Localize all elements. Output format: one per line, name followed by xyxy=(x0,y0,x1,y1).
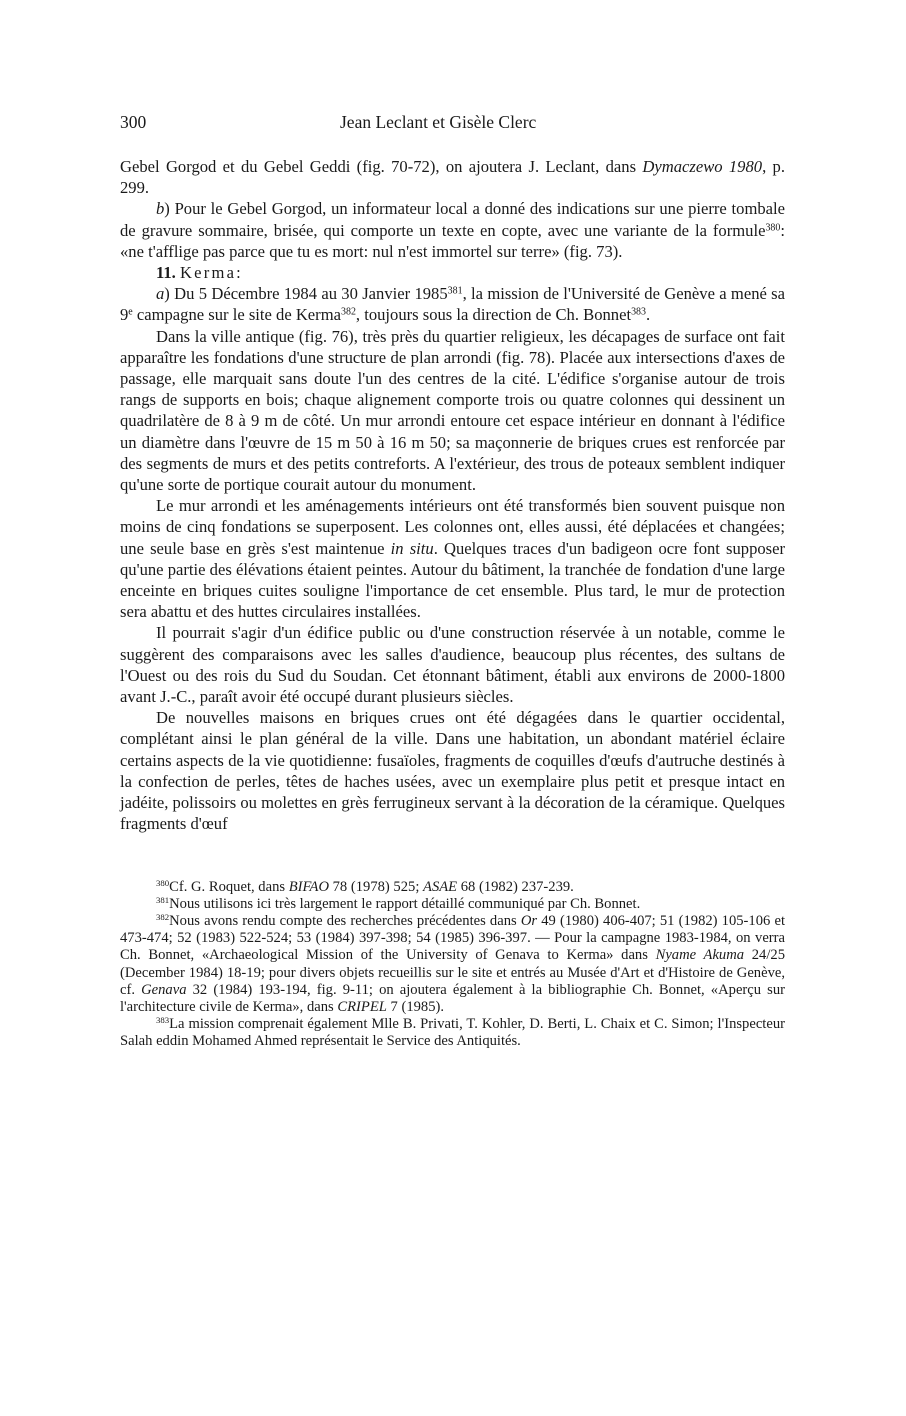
footnote-382 xyxy=(120,913,785,1016)
paragraph-1 xyxy=(120,156,785,198)
footnote-ref: 383 xyxy=(631,306,647,318)
ordinal-superscript: e xyxy=(128,306,133,318)
italic-title: Genava xyxy=(141,981,187,998)
footnote-ref: 381 xyxy=(447,285,463,297)
section-number: 11. xyxy=(156,263,176,283)
text-run: Le mur arrondi et les aménagements intérieurs ont été transformés bien souvent puisque non moins de cinq fondations se superposent. Les colonnes ont, elles aussi, été déplacées et changées; une seule base en grès s'est maintenue xyxy=(120,496,785,558)
text-run: 49 (1980) 406-407; 51 (1982) 105-106 et 473-474; 52 (1983) 522-524; 53 (1984) 397-398; 54 (1985) 396-397. — Pour la campagne 1983-1984, on verra Ch. Bonnet, «Archaeological Mission of the University of Genava to Kerma» dans xyxy=(120,912,785,964)
italic-title: Dymaczewo 1980 xyxy=(642,157,763,176)
italic-title: Nyame Akuma xyxy=(655,947,745,964)
footnote-number: 381 xyxy=(156,894,170,905)
text-run: 78 (1978) 525; xyxy=(328,878,424,895)
list-marker: b xyxy=(156,199,165,219)
text-run: campagne sur le site de Kerma xyxy=(132,305,341,325)
paragraph-4 xyxy=(120,283,785,325)
paragraph-2 xyxy=(120,198,785,262)
section-title: Kerma: xyxy=(179,263,243,283)
text-run: , p. 299. xyxy=(120,157,785,198)
paragraph-7: Il pourrait s'agir d'un édifice public ou d'une construction réservée à un notable, comme le suggèrent des comparaisons avec les salles d'audience, beaucoup plus récentes, des sultans de l'Ouest ou des rois du Sud du Soudan. Cet étonnant bâtiment, établi aux environs de 2000-1800 avant J.-C., paraît avoir été occupé durant plusieurs siècles. xyxy=(120,623,785,707)
text-run: Cf. G. Roquet, dans xyxy=(169,878,289,895)
italic-title: Or xyxy=(520,912,538,929)
list-marker: a xyxy=(156,284,165,304)
italic-title: CRIPEL xyxy=(337,998,387,1015)
page xyxy=(120,112,785,1051)
italic-title: ASAE xyxy=(423,878,458,895)
text-run: Gebel Gorgod et du Gebel Geddi (fig. 70-72), on ajoutera J. Leclant, dans xyxy=(120,157,643,176)
footnote-380 xyxy=(120,879,785,896)
body-text xyxy=(120,156,785,835)
running-title: Jean Leclant et Gisèle Clerc xyxy=(340,112,537,132)
paragraph-8: De nouvelles maisons en briques crues ont été dégagées dans le quartier occidental, complétant ainsi le plan général de la ville. Dans une habitation, un abondant matériel éclaire certains aspects de la vie quotidienne: fusaïoles, fragments de coquilles d'œufs d'autruche destinés à la confection de perles, têtes de haches usées, avec un exemplaire plus petit et presque intact en jadéite, polissoirs ou molettes en grès ferrugineux servant à la décoration de la céramique. Quelques fragments d'œuf xyxy=(120,708,785,834)
footnote-ref: 382 xyxy=(340,306,356,318)
footnote-number: 382 xyxy=(156,912,170,923)
text-run: . xyxy=(646,305,651,325)
text-run: Nous utilisons ici très largement le rapport détaillé communiqué par Ch. Bonnet. xyxy=(169,895,641,912)
text-run: ) Pour le Gebel Gorgod, un informateur local a donné des indications sur une pierre tombale de gravure sommaire, brisée, qui comporte un texte en copte, avec une variante de la formule xyxy=(120,199,785,240)
italic-term: in situ xyxy=(390,538,434,558)
footnote-ref: 380 xyxy=(765,222,781,234)
footnote-381 xyxy=(120,896,785,913)
page-number: 300 xyxy=(120,112,147,132)
text-run: 68 (1982) 237-239. xyxy=(457,878,574,895)
footnote-number: 380 xyxy=(156,877,170,888)
text-run: 7 (1985). xyxy=(386,998,445,1015)
text-run: La mission comprenait également Mlle B. Privati, T. Kohler, D. Berti, L. Chaix et C. Simon; l'Inspecteur Salah eddin Mohamed Ahmed représentait le Service des Antiquités. xyxy=(120,1016,785,1050)
text-run: : «ne t'afflige pas parce que tu es mort: nul n'est immortel sur terre» (fig. 73). xyxy=(120,220,785,261)
paragraph-5: Dans la ville antique (fig. 76), très près du quartier religieux, les décapages de surface ont fait apparaître les fondations d'une structure de plan arrondi (fig. 78). Placée aux intersections d'axes de passage, elle marquait sans doute l'un des centres de la cité. L'édifice s'organise autour de trois rangs de supports en bois; chaque alignement comporte trois ou quatre colonnes qui dessinent un quadrilatère de 8 à 9 m de côté. Un mur arrondi entoure cet espace intérieur en donnant à l'édifice un diamètre dans l'œuvre de 15 m 50 à 16 m 50; sa maçonnerie de briques crues est renforcée par des segments de murs et des petits contreforts. A l'extérieur, des trous de poteaux semblent indiquer qu'une sorte de portique courait autour du monument. xyxy=(120,326,785,495)
footnote-number: 383 xyxy=(156,1015,170,1026)
text-run: 24/25 (December 1984) 18-19; pour divers objets recueillis sur le site et entrés au Musée d'Art et d'Histoire de Genève, cf. xyxy=(120,947,786,998)
footnote-383 xyxy=(120,1016,785,1050)
footnotes xyxy=(120,879,785,1051)
page-header xyxy=(120,112,785,142)
italic-title: BIFAO xyxy=(288,878,329,895)
text-run: ) Du 5 Décembre 1984 au 30 Janvier 1985 xyxy=(164,284,448,304)
text-run: . Quelques traces d'un badigeon ocre font supposer qu'une partie des élévations étaient peintes. Autour du bâtiment, la tranchée de fondation d'une large enceinte en briques cuites souligne l'importance de cet ensemble. Plus tard, le mur de protection sera abattu et des huttes circulaires installées. xyxy=(120,538,786,622)
section-heading xyxy=(120,262,785,283)
paragraph-6 xyxy=(120,495,785,622)
text-run: , la mission de l'Université de Genève a mené sa 9 xyxy=(120,284,786,325)
text-run: , toujours sous la direction de Ch. Bonnet xyxy=(355,305,632,325)
text-run: Nous avons rendu compte des recherches précédentes dans xyxy=(169,912,521,929)
text-run: 32 (1984) 193-194, fig. 9-11; on ajoutera également à la bibliographie Ch. Bonnet, «Aperçu sur l'architecture civile de Kerma», dans xyxy=(120,981,785,1015)
